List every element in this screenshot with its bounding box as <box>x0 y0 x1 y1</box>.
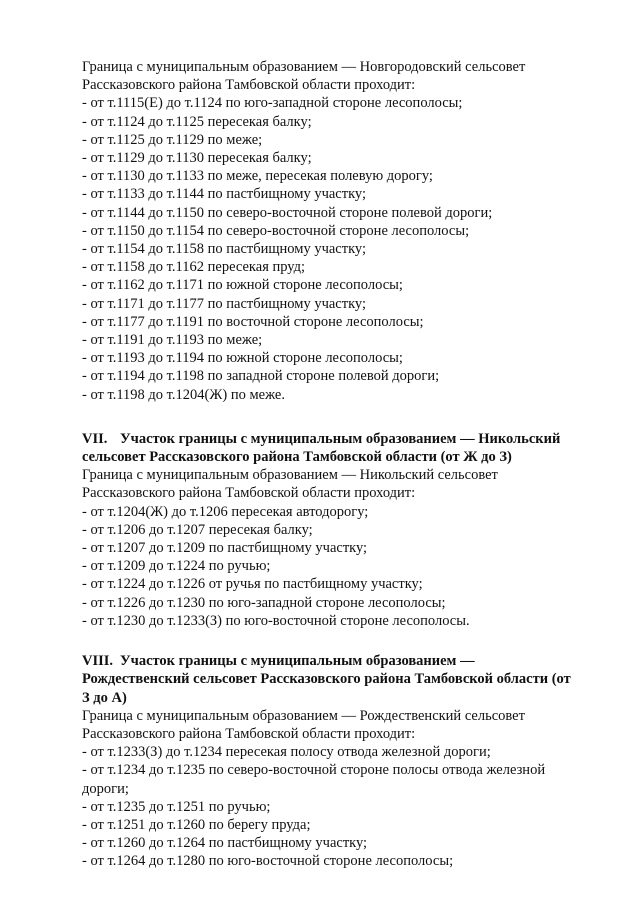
section-number: VII. <box>82 430 108 447</box>
list-item: - от т.1230 до т.1233(З) по юго-восточной стороне лесополосы. <box>82 612 470 629</box>
list-item: - от т.1130 до т.1133 по меже, пересекая полевую дорогу; <box>82 168 433 185</box>
list-item: - от т.1177 до т.1191 по восточной стороне лесополосы; <box>82 313 424 330</box>
heading-line: сельсовет Рассказовского района Тамбовской области (от Ж до З) <box>82 449 512 466</box>
section-7 <box>82 430 602 630</box>
intro-list <box>82 94 602 403</box>
list-item: - от т.1125 до т.1129 по меже; <box>82 131 263 148</box>
heading-line: З до А) <box>82 689 127 706</box>
list-item: - от т.1233(З) до т.1234 пересекая полосу отвода железной дороги; <box>82 744 491 761</box>
list-item: - от т.1154 до т.1158 по пастбищному участку; <box>82 241 367 258</box>
list-item: - от т.1206 до т.1207 пересекая балку; <box>82 521 313 538</box>
list-item: - от т.1162 до т.1171 по южной стороне лесополосы; <box>82 277 403 294</box>
list-item: - от т.1209 до т.1224 по ручью; <box>82 558 271 575</box>
list-item: - от т.1264 до т.1280 по юго-восточной стороне лесополосы; <box>82 853 454 870</box>
list-item: - от т.1207 до т.1209 по пастбищному участку; <box>82 540 368 557</box>
list-item: - от т.1234 до т.1235 по северо-восточной стороне полосы отвода железной <box>82 762 546 779</box>
list-item: - от т.1191 до т.1193 по меже; <box>82 332 263 349</box>
list-item: - от т.1115(Е) до т.1124 по юго-западной стороне лесополосы; <box>82 95 463 112</box>
heading-line: Участок границы с муниципальным образованием — Никольский <box>120 430 561 447</box>
section-intro-line: Граница с муниципальным образованием — Никольский сельсовет <box>82 467 498 484</box>
heading-line: Участок границы с муниципальным образованием — <box>120 653 475 670</box>
section-heading <box>82 430 602 466</box>
list-item: - от т.1235 до т.1251 по ручью; <box>82 798 271 815</box>
list-item: - от т.1260 до т.1264 по пастбищному участку; <box>82 835 368 852</box>
section-intro-line: Рассказовского района Тамбовской области проходит: <box>82 725 416 742</box>
document-page <box>82 58 602 871</box>
list-item: - от т.1251 до т.1260 по берегу пруда; <box>82 816 311 833</box>
list-item: - от т.1129 до т.1130 пересекая балку; <box>82 150 312 167</box>
list-item: - от т.1226 до т.1230 по юго-западной стороне лесополосы; <box>82 594 446 611</box>
list-item: - от т.1124 до т.1125 пересекая балку; <box>82 113 312 130</box>
list-item: - от т.1133 до т.1144 по пастбищному участку; <box>82 186 367 203</box>
intro-line: Рассказовского района Тамбовской области проходит: <box>82 77 416 94</box>
intro-block <box>82 58 602 94</box>
section-8 <box>82 652 602 870</box>
list-item: - от т.1194 до т.1198 по западной стороне полевой дороги; <box>82 368 440 385</box>
list-item: - от т.1158 до т.1162 пересекая пруд; <box>82 259 306 276</box>
list-item: - от т.1144 до т.1150 по северо-восточной стороне полевой дороги; <box>82 204 493 221</box>
intro-line: Граница с муниципальным образованием — Новгородовский сельсовет <box>82 59 526 75</box>
list-item: - от т.1204(Ж) до т.1206 пересекая автодорогу; <box>82 503 369 520</box>
list-item: дороги; <box>82 780 129 797</box>
list-item: - от т.1198 до т.1204(Ж) по меже. <box>82 386 285 403</box>
section-number: VIII. <box>82 653 114 670</box>
section-heading <box>82 652 602 707</box>
list-item: - от т.1224 до т.1226 от ручья по пастбищному участку; <box>82 576 423 593</box>
section-intro-line: Граница с муниципальным образованием — Рождественский сельсовет <box>82 707 525 724</box>
list-item: - от т.1193 до т.1194 по южной стороне лесополосы; <box>82 350 403 367</box>
heading-line: Рождественский сельсовет Рассказовского района Тамбовской области (от <box>82 671 571 688</box>
list-item: - от т.1171 до т.1177 по пастбищному участку; <box>82 295 367 312</box>
list-item: - от т.1150 до т.1154 по северо-восточной стороне лесополосы; <box>82 222 470 239</box>
section-intro-line: Рассказовского района Тамбовской области проходит: <box>82 485 416 502</box>
